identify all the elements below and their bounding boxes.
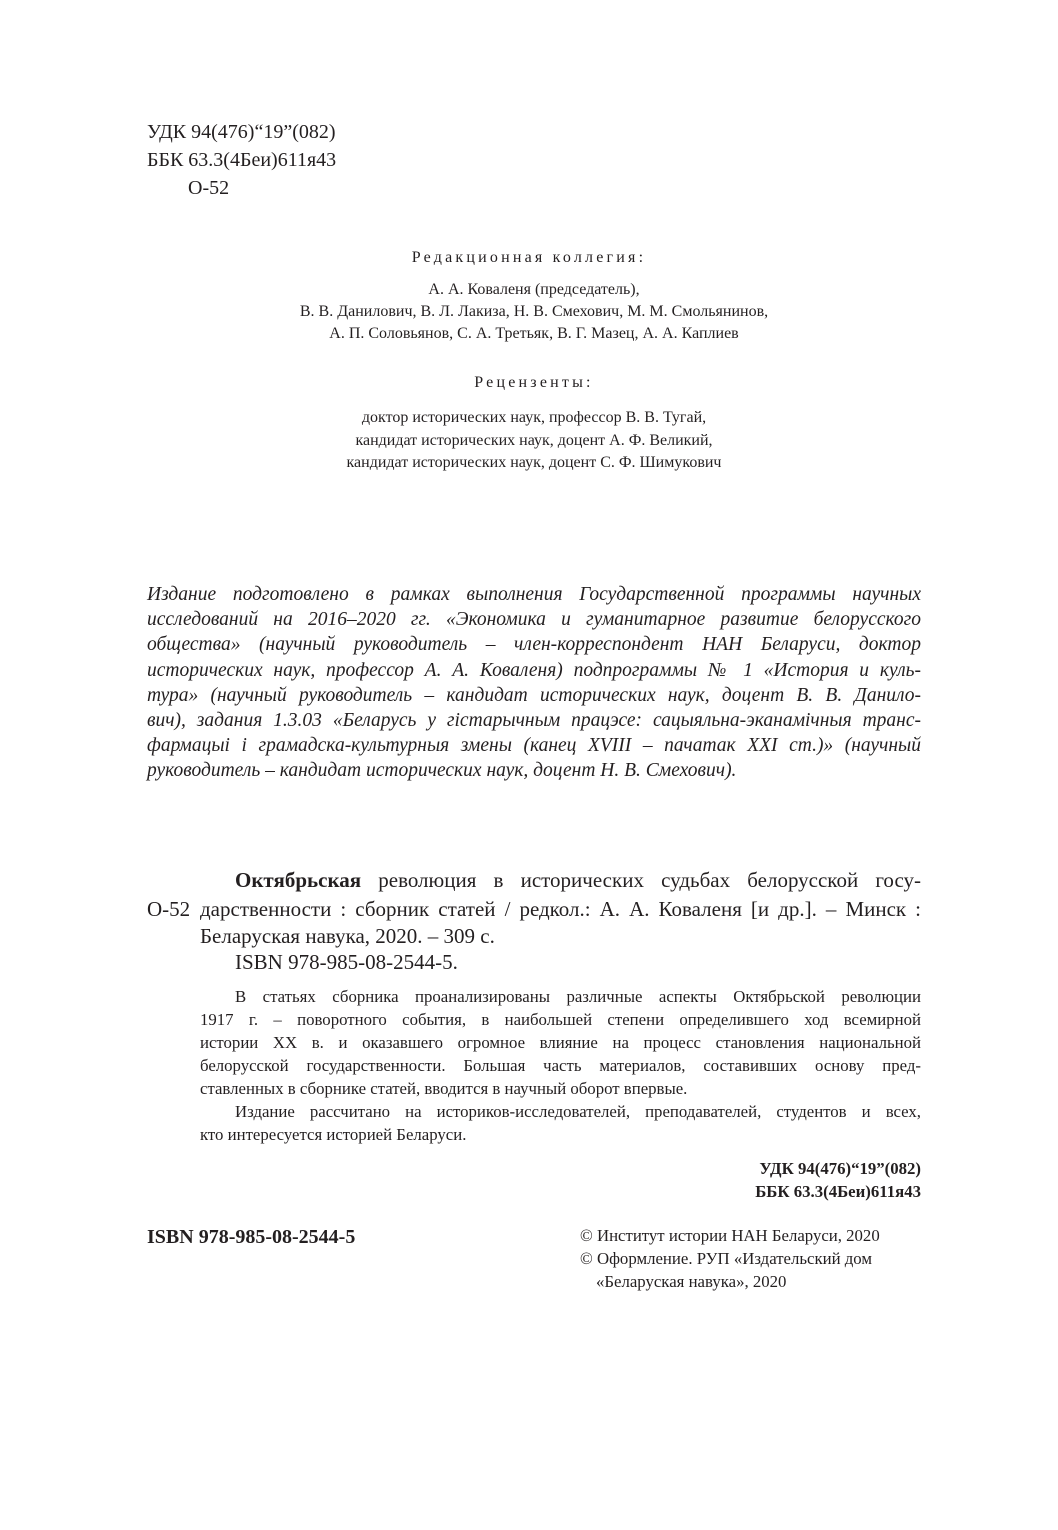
footer-udk: УДК 94(476)“19”(082) [759,1159,921,1178]
funding-line: общества» (научный руководитель – член-корреспондент НАН Беларуси, доктор [147,634,921,655]
funding-line: вич), задания 1.3.03 «Беларусь у гістарычным працэсе: сацыяльна-эканамічныя транс- [147,710,921,731]
funding-line: исторических наук, профессор А. А. Коваленя) подпрограммы № 1 «История и куль- [147,660,921,681]
footer-bbk: ББК 63.3(4Беи)611я43 [755,1182,921,1201]
funding-line: тура» (научный руководитель – кандидат исторических наук, доцент В. В. Данило- [147,685,921,706]
copyright-line: © Институт истории НАН Беларуси, 2020 [580,1226,880,1245]
catalog-title-rest: революция в исторических судьбах белорусской госу- [361,868,921,892]
abstract-line: Издание рассчитано на историков-исследователей, преподавателей, студентов и всех, [235,1102,921,1121]
abstract-line: истории XX в. и оказавшего огромное влияние на процесс становления национальной [200,1033,921,1052]
author-mark: О-52 [188,177,230,199]
abstract-line: ставленных в сборнике статей, вводится в научный оборот впервые. [200,1079,688,1098]
funding-line: исследований на 2016–2020 гг. «Экономика и гуманитарное развитие белорусского [147,609,921,630]
editorial-board-title: Редакционная коллегия: [411,249,647,266]
catalog-line: дарственности : сборник статей / редкол.: А. А. Коваленя [и др.]. – Минск : [200,897,921,921]
funding-line: фармацыі і грамадска-культурныя змены (канец XVIII – пачатак XXI ст.)» (научный [147,735,921,756]
udk-code: УДК 94(476)“19”(082) [147,121,336,143]
abstract-line: В статьях сборника проанализированы различные аспекты Октябрьской революции [235,987,921,1006]
reviewer-line: доктор исторических наук, профессор В. В. Тугай, [361,409,707,426]
catalog-author-mark: О-52 [147,897,191,921]
copyright-line: © Оформление. РУП «Издательский дом [580,1249,872,1268]
editorial-board-line: В. В. Данилович, В. Л. Лакиза, Н. В. Смехович, М. М. Смольянинов, [299,303,769,320]
reviewers-title: Рецензенты: [474,374,594,391]
reviewer-line: кандидат исторических наук, доцент А. Ф. Великий, [355,432,713,449]
catalog-isbn: ISBN 978-985-08-2544-5. [235,950,458,974]
reviewer-line: кандидат исторических наук, доцент С. Ф. Шимукович [346,454,722,471]
editorial-board-line: А. П. Соловьянов, С. А. Третьяк, В. Г. Мазец, А. А. Каплиев [329,325,739,342]
editorial-board-line: А. А. Коваленя (председатель), [428,281,640,298]
bbk-code: ББК 63.3(4Беи)611я43 [147,149,337,171]
abstract-line: кто интересуется историей Беларуси. [200,1125,467,1144]
catalog-line: Беларуская навука, 2020. – 309 с. [200,924,495,948]
funding-line: Издание подготовлено в рамках выполнения Государственной программы научных [147,584,921,605]
footer-isbn: ISBN 978-985-08-2544-5 [147,1226,356,1248]
copyright-line: «Беларуская навука», 2020 [596,1272,787,1291]
abstract-line: белорусской государственности. Большая часть материалов, составивших основу пред- [200,1056,921,1075]
catalog-title-line [235,870,921,891]
funding-line: руководитель – кандидат исторических наук, доцент Н. В. Смехович). [147,760,737,781]
catalog-title-bold: Октябрьская [235,868,362,892]
abstract-line: 1917 г. – поворотного события, в наибольшей степени определившего ход всемирной [200,1010,921,1029]
